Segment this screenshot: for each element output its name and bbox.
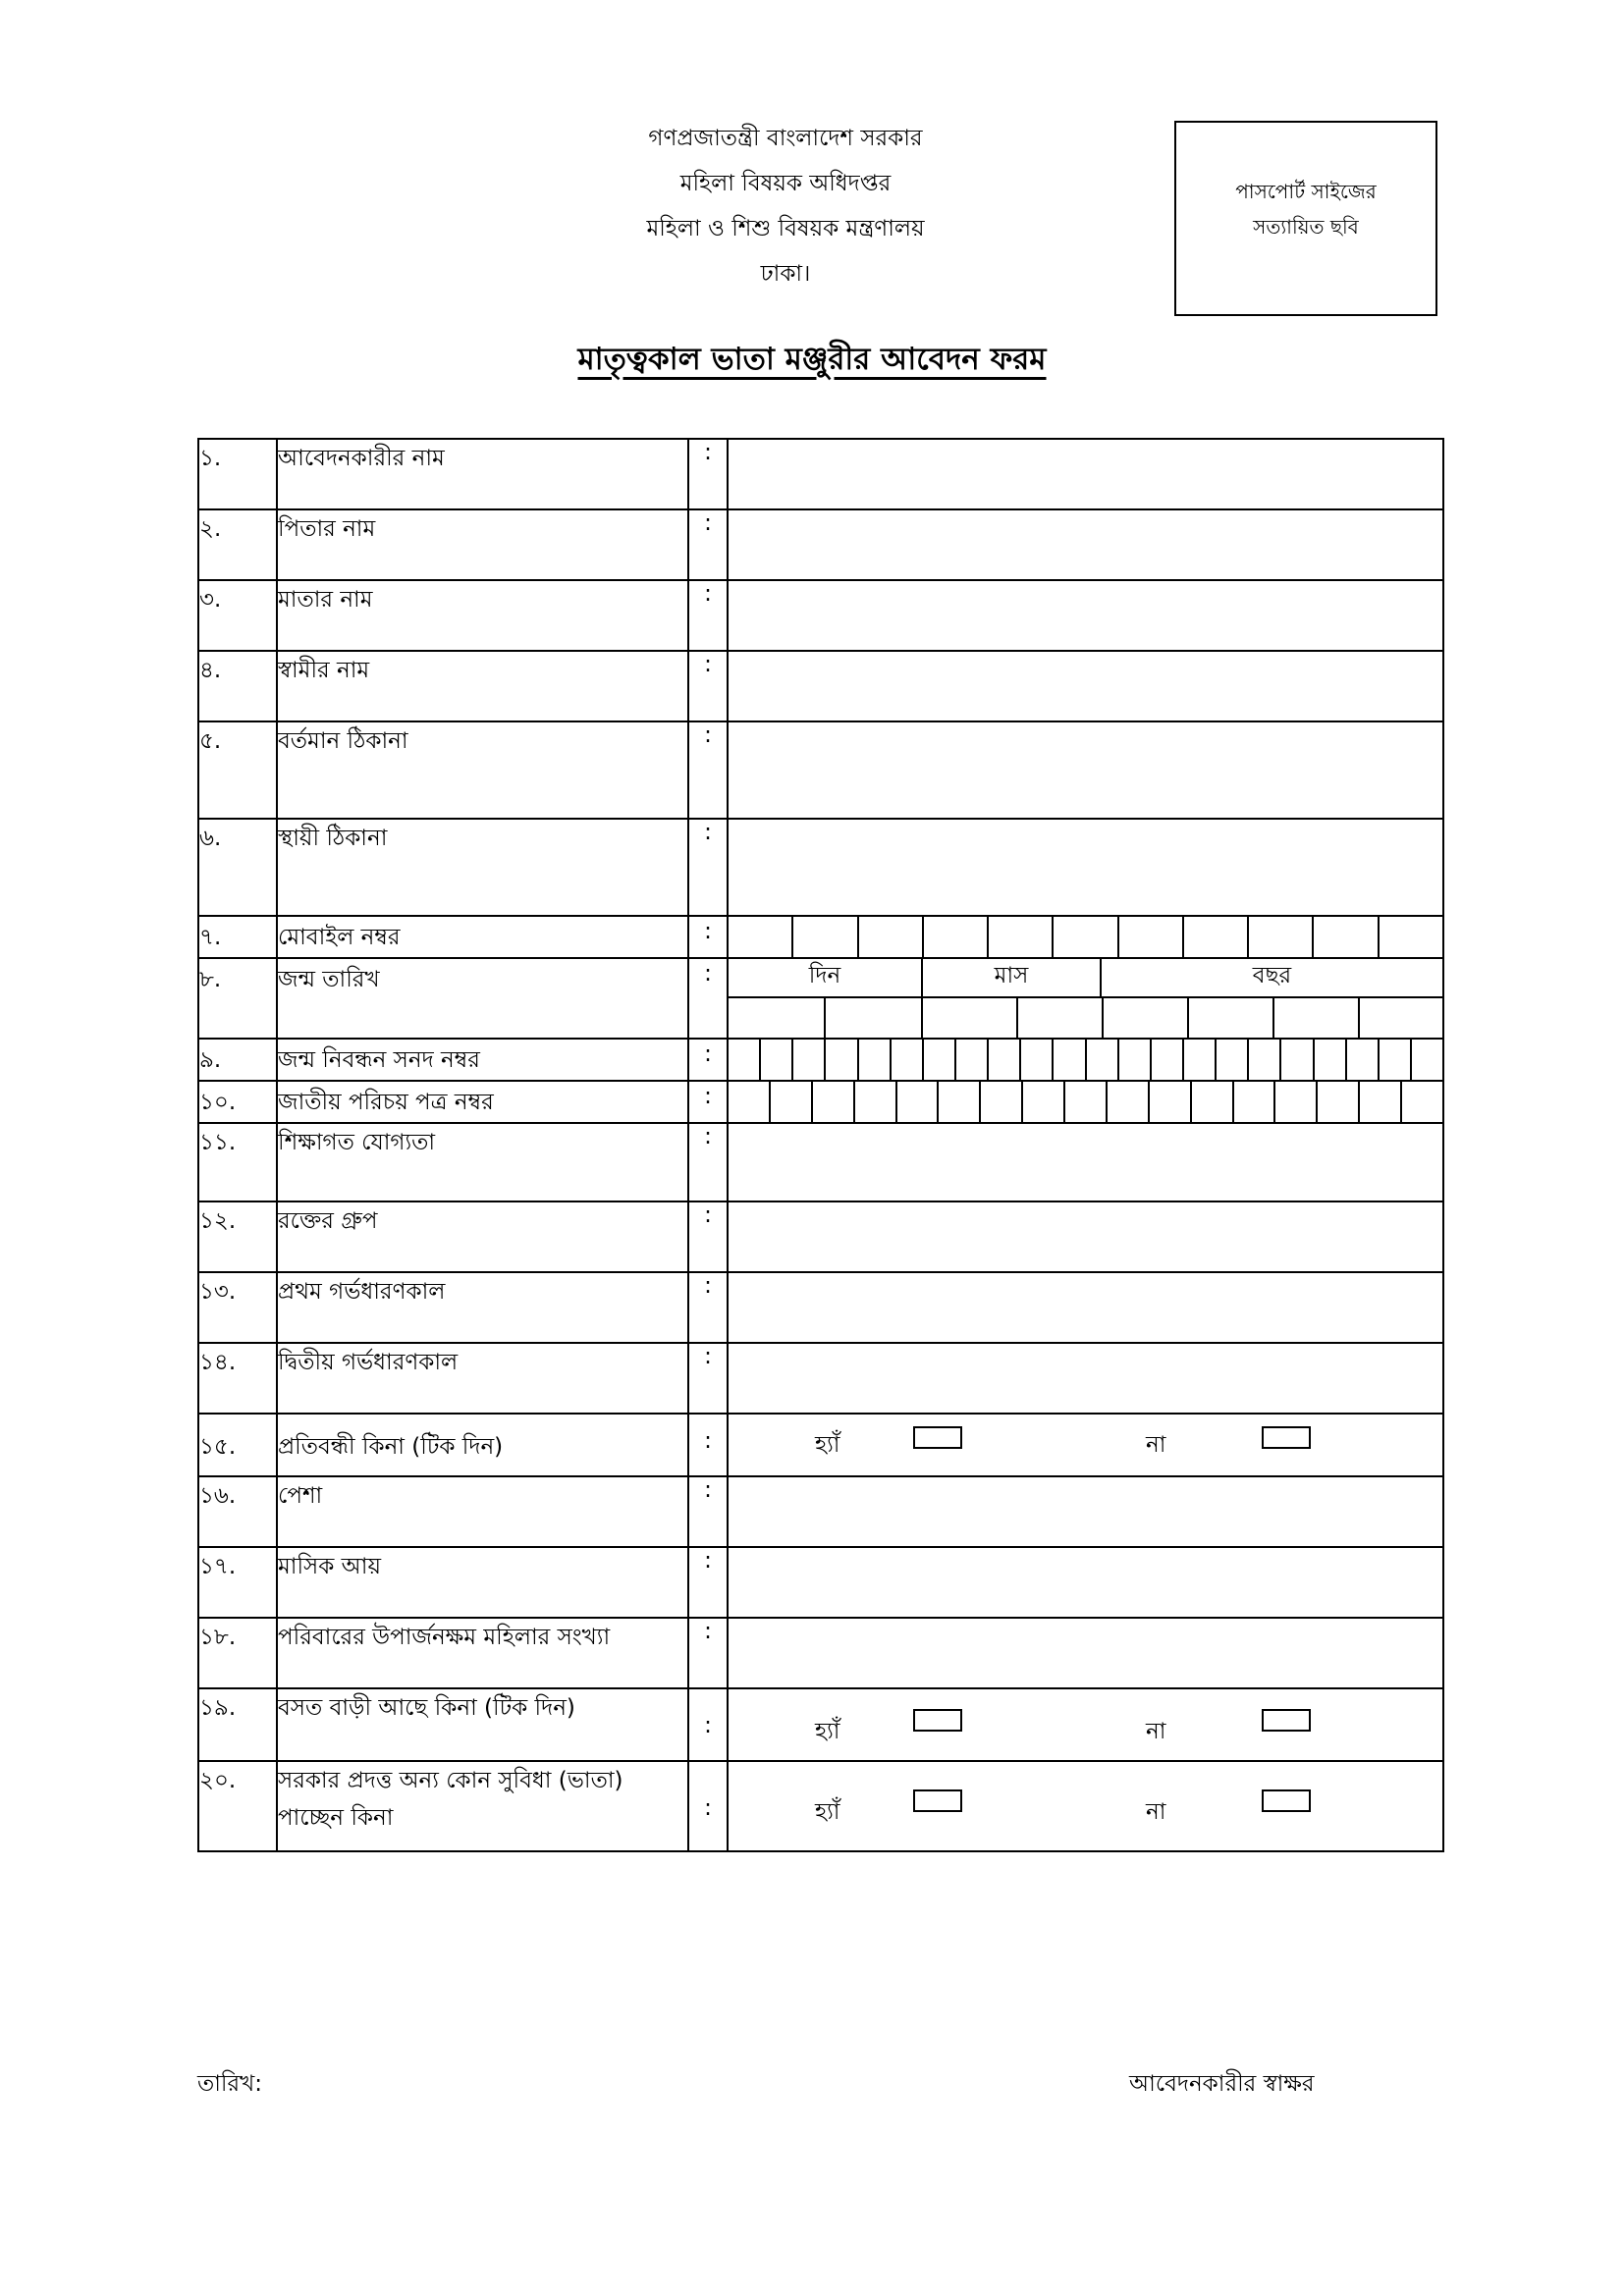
disability-no-checkbox[interactable] (1262, 1426, 1311, 1449)
photo-label-1: পাসপোর্ট সাইজের (1235, 180, 1377, 203)
row-label: বর্তমান ঠিকানা (277, 721, 688, 819)
form-row (198, 1547, 1443, 1618)
row-label: আবেদনকারীর নাম (277, 439, 688, 509)
colon: : (688, 916, 728, 958)
header-directorate: মহিলা বিষয়ক অধিদপ্তর (679, 171, 892, 196)
education-field[interactable] (728, 1123, 1443, 1201)
row-number: ১৩. (198, 1272, 277, 1343)
row-number: ১১. (198, 1123, 277, 1201)
colon: : (688, 1272, 728, 1343)
row-label: প্রতিবন্ধী কিনা (টিক দিন) (277, 1414, 688, 1476)
homestead-yes-checkbox[interactable] (913, 1709, 962, 1732)
occupation-field[interactable] (728, 1476, 1443, 1547)
form-row (198, 819, 1443, 916)
row-number: ২. (198, 509, 277, 580)
other-allowance-options (728, 1761, 1443, 1851)
row-number: ১. (198, 439, 277, 509)
row-number: ১৮. (198, 1618, 277, 1688)
row-label: পিতার নাম (277, 509, 688, 580)
permanent-address-field[interactable] (728, 819, 1443, 916)
form-row (198, 1343, 1443, 1414)
header-ministry: মহিলা ও শিশু বিষয়ক মন্ত্রণালয় (646, 216, 925, 241)
row-label: জন্ম তারিখ (277, 958, 688, 1039)
colon: : (688, 651, 728, 721)
form-row (198, 1123, 1443, 1201)
row-number: ১৬. (198, 1476, 277, 1547)
row-number: ৫. (198, 721, 277, 819)
row-label-line-2: পাচ্ছেন কিনা (278, 1805, 394, 1831)
no-label: না (1146, 1719, 1166, 1744)
row-number: ৪. (198, 651, 277, 721)
yes-label: হ্যাঁ (815, 1719, 840, 1744)
form-row (198, 439, 1443, 509)
row-number: ২০. (198, 1761, 277, 1851)
row-number: ১৫. (198, 1414, 277, 1476)
homestead-no-checkbox[interactable] (1262, 1709, 1311, 1732)
row-label: স্বামীর নাম (277, 651, 688, 721)
colon: : (688, 819, 728, 916)
present-address-field[interactable] (728, 721, 1443, 819)
row-number: ৩. (198, 580, 277, 651)
date-label: তারিখ: (197, 2071, 263, 2097)
header-government: গণপ্রজাতন্ত্রী বাংলাদেশ সরকার (648, 126, 923, 151)
office-header (550, 116, 1021, 296)
birth-reg-digit-boxes (729, 1040, 1442, 1080)
colon: : (688, 1343, 728, 1414)
colon: : (688, 580, 728, 651)
header-city: ঢাকা। (760, 261, 811, 287)
form-row (198, 651, 1443, 721)
no-label: না (1146, 1431, 1166, 1458)
colon: : (688, 1201, 728, 1272)
birth-registration-number-field[interactable] (728, 1039, 1443, 1081)
photo-placeholder[interactable] (1174, 121, 1437, 316)
colon: : (688, 1123, 728, 1201)
row-number: ৮. (198, 958, 277, 1039)
row-label: বসত বাড়ী আছে কিনা (টিক দিন) (277, 1688, 688, 1761)
dob-year-header: বছর (1100, 959, 1442, 996)
monthly-income-field[interactable] (728, 1547, 1443, 1618)
mother-name-field[interactable] (728, 580, 1443, 651)
applicant-name-field[interactable] (728, 439, 1443, 509)
colon: : (688, 1039, 728, 1081)
form-row (198, 958, 1443, 1039)
colon: : (688, 721, 728, 819)
form-title: মাতৃত্বকাল ভাতা মঞ্জুরীর আবেদন ফরম (577, 342, 1047, 377)
mobile-digit-boxes (729, 917, 1442, 957)
row-label (277, 1761, 688, 1851)
earning-women-count-field[interactable] (728, 1618, 1443, 1688)
row-label: মাসিক আয় (277, 1547, 688, 1618)
form-row (198, 916, 1443, 958)
form-row (198, 1688, 1443, 1761)
row-label: মাতার নাম (277, 580, 688, 651)
form-row (198, 509, 1443, 580)
colon: : (688, 439, 728, 509)
applicant-signature-label: আবেদনকারীর স্বাক্ষর (1129, 2071, 1315, 2097)
form-row (198, 1476, 1443, 1547)
colon: : (688, 1688, 728, 1761)
row-number: ৬. (198, 819, 277, 916)
allowance-no-checkbox[interactable] (1262, 1789, 1311, 1812)
nid-digit-boxes (729, 1082, 1442, 1122)
no-label: না (1146, 1799, 1166, 1825)
dob-grid (729, 959, 1442, 1038)
colon: : (688, 1761, 728, 1851)
row-number: ১৪. (198, 1343, 277, 1414)
disability-yes-checkbox[interactable] (913, 1426, 962, 1449)
row-label: শিক্ষাগত যোগ্যতা (277, 1123, 688, 1201)
colon: : (688, 1414, 728, 1476)
form-row (198, 1414, 1443, 1476)
colon: : (688, 958, 728, 1039)
form-row (198, 1761, 1443, 1851)
date-of-birth-field[interactable] (728, 958, 1443, 1039)
form-row (198, 1201, 1443, 1272)
row-label: পরিবারের উপার্জনক্ষম মহিলার সংখ্যা (277, 1618, 688, 1688)
dob-day-header: দিন (808, 963, 841, 988)
row-number: ৭. (198, 916, 277, 958)
mobile-number-field[interactable] (728, 916, 1443, 958)
yes-label: হ্যাঁ (815, 1799, 840, 1825)
form-row (198, 1081, 1443, 1123)
row-label: রক্তের গ্রুপ (277, 1201, 688, 1272)
row-label: দ্বিতীয় গর্ভধারণকাল (277, 1343, 688, 1414)
colon: : (688, 509, 728, 580)
row-number: ৯. (198, 1039, 277, 1081)
disability-options (728, 1414, 1443, 1476)
row-number: ১৭. (198, 1547, 277, 1618)
row-label-line-1: সরকার প্রদত্ত অন্য কোন সুবিধা (ভাতা) (278, 1768, 623, 1793)
colon: : (688, 1618, 728, 1688)
blood-group-field[interactable] (728, 1201, 1443, 1272)
form-row (198, 1039, 1443, 1081)
form-row (198, 1272, 1443, 1343)
father-name-field[interactable] (728, 509, 1443, 580)
homestead-options (728, 1688, 1443, 1761)
first-pregnancy-field[interactable] (728, 1272, 1443, 1343)
form-row (198, 580, 1443, 651)
colon: : (688, 1547, 728, 1618)
colon: : (688, 1476, 728, 1547)
row-label: পেশা (277, 1476, 688, 1547)
national-id-number-field[interactable] (728, 1081, 1443, 1123)
second-pregnancy-field[interactable] (728, 1343, 1443, 1414)
colon: : (688, 1081, 728, 1123)
row-label: জন্ম নিবন্ধন সনদ নম্বর (277, 1039, 688, 1081)
row-number: ১০. (198, 1081, 277, 1123)
dob-month-header: মাস (921, 959, 1100, 996)
row-label: স্থায়ী ঠিকানা (277, 819, 688, 916)
row-number: ১২. (198, 1201, 277, 1272)
form-row (198, 1618, 1443, 1688)
row-label: প্রথম গর্ভধারণকাল (277, 1272, 688, 1343)
row-label: জাতীয় পরিচয় পত্র নম্বর (277, 1081, 688, 1123)
allowance-yes-checkbox[interactable] (913, 1789, 962, 1812)
application-form-table (197, 438, 1444, 1852)
yes-label: হ্যাঁ (815, 1431, 840, 1458)
form-row (198, 721, 1443, 819)
row-label: মোবাইল নম্বর (277, 916, 688, 958)
row-number: ১৯. (198, 1688, 277, 1761)
husband-name-field[interactable] (728, 651, 1443, 721)
photo-label-2: সত্যায়িত ছবি (1253, 215, 1359, 239)
